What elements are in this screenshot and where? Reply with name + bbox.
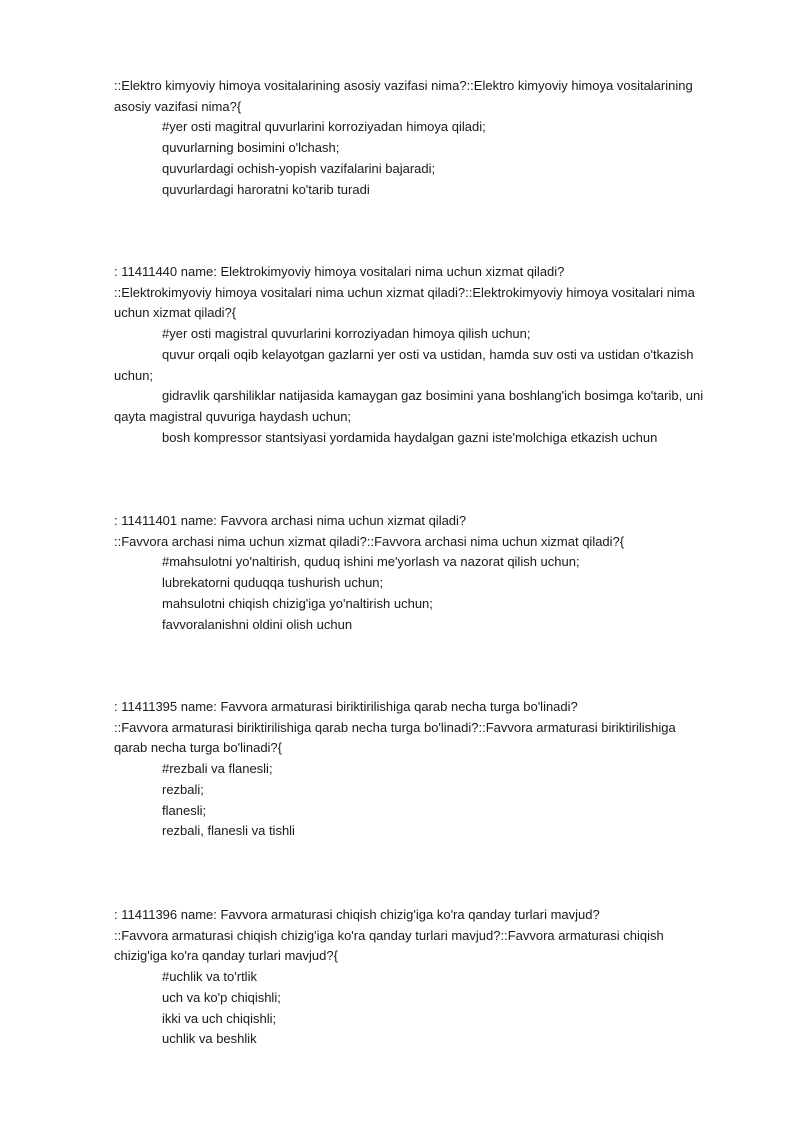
question-line: uchun xizmat qiladi?{ (114, 305, 237, 321)
answer-option-continued: qayta magistral quvuriga haydash uchun; (114, 408, 352, 424)
answer-option: bosh kompressor stantsiyasi yordamida haydalgan gazni iste'molchiga etkazish uchun (162, 429, 658, 445)
answer-option: quvurlardagi ochish-yopish vazifalarini bajaradi; (162, 160, 436, 176)
answer-option: favvoralanishni oldini olish uchun (162, 616, 353, 632)
answer-option: #yer osti magistral quvurlarini korroziyadan himoya qilish uchun; (162, 326, 531, 342)
question-header: : 11411395 name: Favvora armaturasi biriktirilishiga qarab necha turga bo'linadi? (114, 699, 578, 714)
answer-option: gidravlik qarshiliklar natijasida kamaygan gaz bosimini yana boshlang'ich bosimga ko'tarib, uni (162, 388, 704, 404)
question-block (114, 697, 734, 842)
question-header: : 11411401 name: Favvora archasi nima uchun xizmat qiladi? (114, 513, 467, 528)
answer-option: quvurlarning bosimini o'lchash; (162, 140, 340, 156)
answer-option: quvur orqali oqib kelayotgan gazlarni yer osti va ustidan, hamda suv osti va ustidan o'tkazish (162, 346, 694, 362)
question-block (114, 262, 734, 448)
answer-option: uch va ko'p chiqishli; (162, 989, 281, 1005)
question-line: ::Favvora archasi nima uchun xizmat qiladi?::Favvora archasi nima uchun xizmat qiladi?{ (114, 533, 625, 549)
answer-option: #uchlik va to'rtlik (162, 969, 257, 985)
question-line: ::Favvora armaturasi chiqish chizig'iga ko'ra qanday turlari mavjud?::Favvora armaturasi chiqish (114, 927, 664, 943)
question-block (114, 511, 734, 635)
question-block (114, 905, 734, 1050)
answer-option: #mahsulotni yo'naltirish, quduq ishini me'yorlash va nazorat qilish uchun; (162, 554, 580, 570)
answer-option: rezbali, flanesli va tishli (162, 823, 295, 839)
answer-option: mahsulotni chiqish chizig'iga yo'naltirish uchun; (162, 595, 433, 611)
question-line: qarab necha turga bo'linadi?{ (114, 740, 283, 756)
answer-option: #rezbali va flanesli; (162, 761, 273, 777)
answer-option: ikki va uch chiqishli; (162, 1010, 277, 1026)
question-line: chizig'iga ko'ra qanday turlari mavjud?{ (114, 948, 338, 964)
question-header: : 11411396 name: Favvora armaturasi chiqish chizig'iga ko'ra qanday turlari mavjud? (114, 907, 600, 922)
question-header: : 11411440 name: Elektrokimyoviy himoya vositalari nima uchun xizmat qiladi? (114, 264, 565, 279)
question-line: asosiy vazifasi nima?{ (114, 98, 242, 114)
answer-option: uchlik va beshlik (162, 1031, 257, 1047)
answer-option: lubrekatorni quduqqa tushurish uchun; (162, 575, 384, 591)
answer-option: quvurlardagi haroratni ko'tarib turadi (162, 181, 370, 197)
question-line: ::Elektrokimyoviy himoya vositalari nima uchun xizmat qiladi?::Elektrokimyoviy himoya vositalari nima (114, 284, 695, 300)
question-block (114, 76, 734, 200)
answer-option: flanesli; (162, 802, 207, 818)
answer-option: rezbali; (162, 781, 204, 797)
answer-option: #yer osti magitral quvurlarini korroziyadan himoya qiladi; (162, 119, 486, 135)
answer-option-continued: uchun; (114, 367, 154, 383)
question-line: ::Favvora armaturasi biriktirilishiga qarab necha turga bo'linadi?::Favvora armaturasi biriktirilishiga (114, 719, 676, 735)
question-line: ::Elektro kimyoviy himoya vositalarining asosiy vazifasi nima?::Elektro kimyoviy himoya vositalarining (114, 78, 693, 93)
